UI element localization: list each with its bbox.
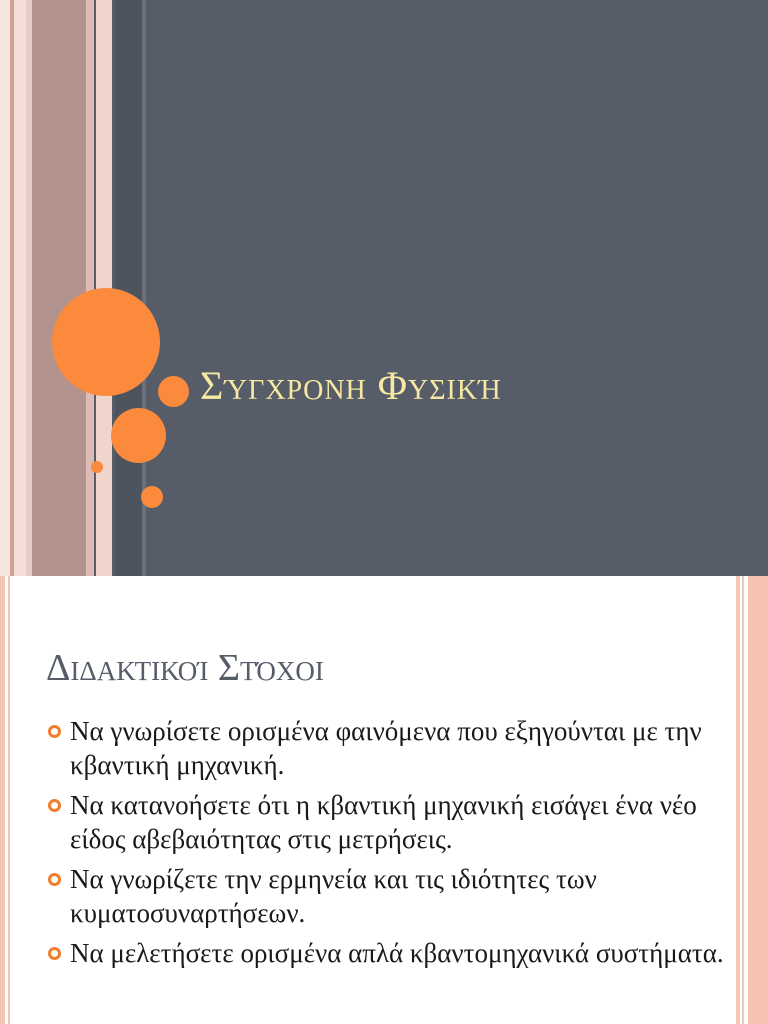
decorative-edge <box>748 576 768 1024</box>
bullet-text: Να γνωρίσετε ορισμένα φαινόμενα που εξηγούνται με την κβαντική μηχανική. <box>70 716 702 780</box>
decorative-circle-large <box>52 288 160 396</box>
decorative-edge <box>742 576 744 1024</box>
decorative-edge <box>0 576 5 1024</box>
decorative-edge <box>8 576 10 1024</box>
slide-title: Σύγχρονη Φυσική <box>200 363 502 408</box>
circle-bullet-icon <box>48 725 61 738</box>
list-item <box>48 714 738 782</box>
section-title: Διδακτικοί Στόχοι <box>46 647 324 689</box>
list-item <box>48 862 738 930</box>
circle-bullet-icon <box>48 799 61 812</box>
decorative-circle-small <box>158 376 189 407</box>
decorative-circle-tiny <box>91 461 103 473</box>
decorative-stripe <box>146 0 768 576</box>
bullet-text: Να γνωρίζετε την ερμηνεία και τις ιδιότητες των κυματοσυναρτήσεων. <box>70 864 597 928</box>
decorative-stripe <box>86 0 94 576</box>
decorative-stripe <box>115 0 142 576</box>
bullet-text: Να μελετήσετε ορισμένα απλά κβαντομηχανικά συστήματα. <box>70 938 724 968</box>
circle-bullet-icon <box>48 873 61 886</box>
decorative-stripe <box>14 0 26 576</box>
decorative-stripe <box>0 0 10 576</box>
circle-bullet-icon <box>48 947 61 960</box>
decorative-circle-dot <box>141 486 163 508</box>
objectives-list <box>48 714 738 976</box>
list-item <box>48 788 738 856</box>
objectives-slide <box>0 576 768 1024</box>
decorative-circle-medium <box>111 408 166 463</box>
decorative-stripe <box>32 0 86 576</box>
list-item <box>48 936 738 970</box>
bullet-text: Να κατανοήσετε ότι η κβαντική μηχανική εισάγει ένα νέο είδος αβεβαιότητας στις μετρήσεις. <box>70 790 697 854</box>
